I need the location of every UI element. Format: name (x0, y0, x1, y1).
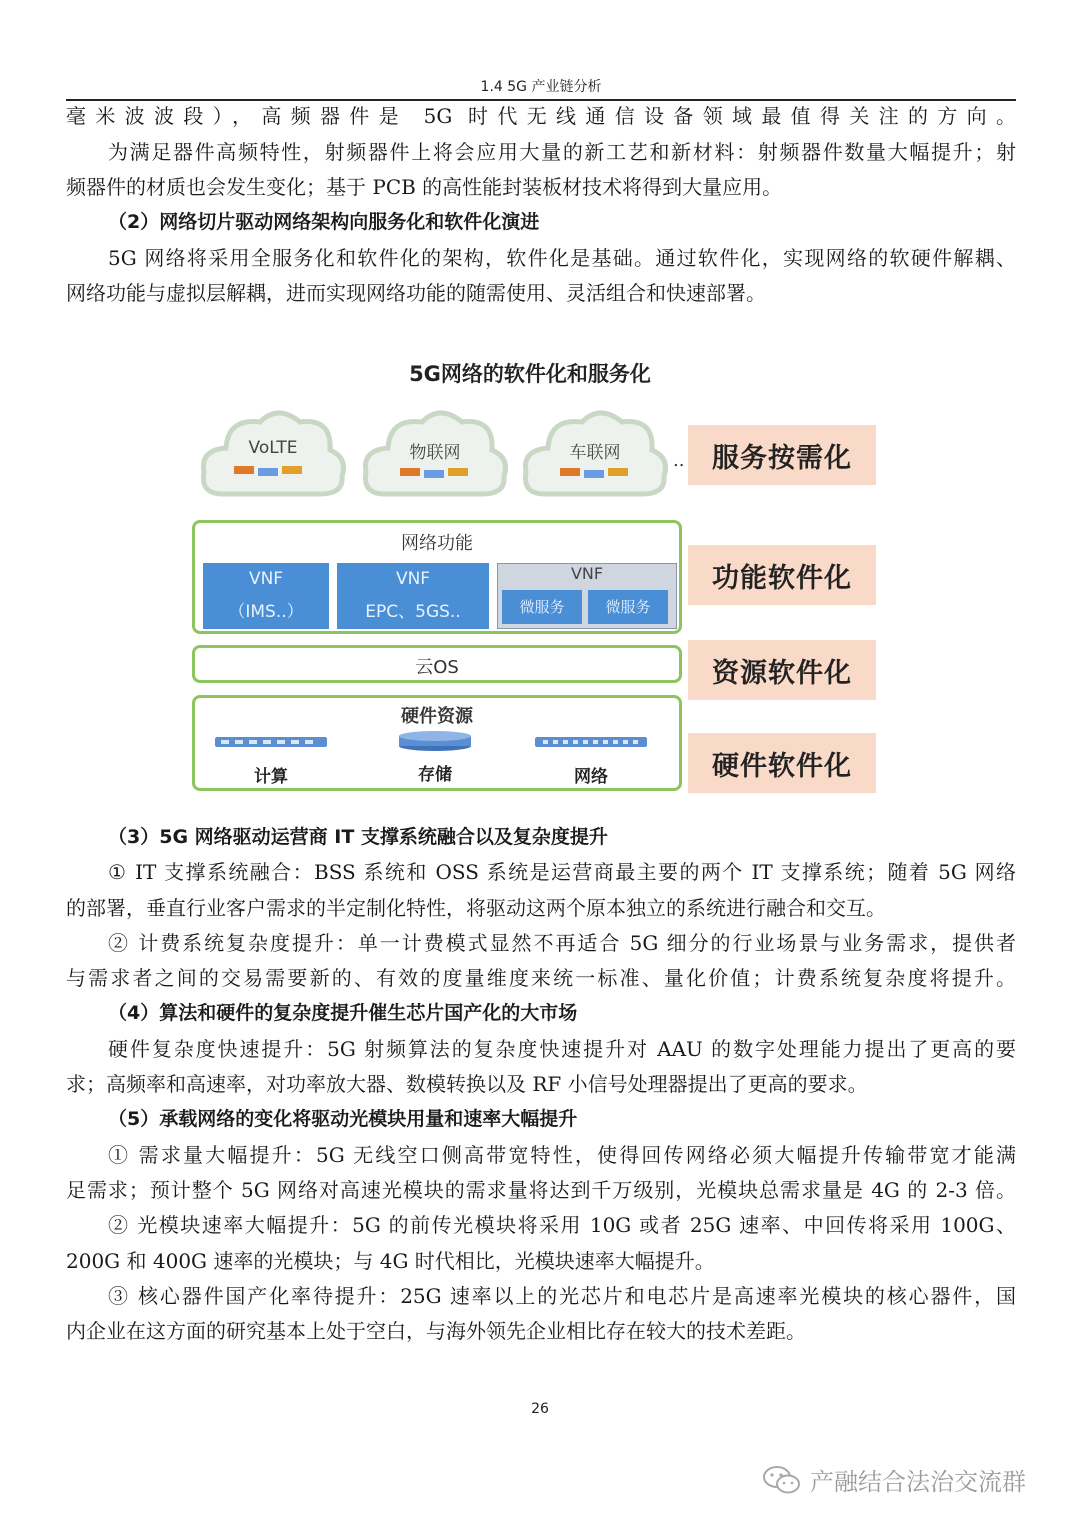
paragraph-line: 为满足器件高频特性，射频器件上将会应用大量的新工艺和新材料：射频器件数量大幅提升；射 (108, 140, 1016, 164)
hardware-compute (211, 734, 331, 787)
header-rule (66, 99, 1016, 101)
paragraph-line: 毫米波波段），高频器件是 5G 时代无线通信设备领域最值得关注的方向。 (66, 104, 1016, 128)
section-heading-5: （5）承载网络的变化将驱动光模块用量和速率大幅提升 (108, 1108, 578, 1130)
vnf-name: VNF (248, 569, 284, 589)
hardware-storage (375, 730, 495, 785)
watermark (762, 1462, 1026, 1497)
hardware-network (531, 734, 651, 787)
layer-label-hardware: 硬件软件化 (688, 733, 876, 793)
cloud-volte (198, 402, 348, 502)
cloud-iov (520, 402, 670, 502)
paragraph-line: 网络功能与虚拟层解耦，进而实现网络功能的随需使用、灵活组合和快速部署。 (66, 281, 766, 305)
vnf-epc (337, 563, 489, 629)
section-heading-4: （4）算法和硬件的复杂度提升催生芯片国产化的大市场 (108, 1002, 578, 1024)
hardware-label: 计算 (254, 767, 288, 787)
page-number: 26 (531, 1401, 549, 1417)
paragraph-line: 内企业在这方面的研究基本上处于空白，与海外领先企业相比存在较大的技术差距。 (66, 1319, 806, 1343)
paragraph-line: 频器件的材质也会发生变化；基于 PCB 的高性能封装板材技术将得到大量应用。 (66, 175, 783, 199)
section-heading-3: （3）5G 网络驱动运营商 IT 支撑系统融合以及复杂度提升 (108, 826, 608, 848)
vnf-sub: （IMS..） (228, 602, 304, 622)
vnf-name: VNF (570, 564, 604, 583)
paragraph-line: 求；高频率和高速率，对功率放大器、数模转换以及 RF 小信号处理器提出了更高的要求。 (66, 1072, 868, 1096)
paragraph-line: ③ 核心器件国产化率待提升：25G 速率以上的光芯片和电芯片是高速率光模块的核心器件，国 (108, 1284, 1016, 1308)
paragraph-line: 5G 网络将采用全服务化和软件化的架构，软件化是基础。通过软件化，实现网络的软硬件解耦、 (108, 246, 1016, 270)
storage-icon (375, 730, 495, 752)
paragraph-line: ② 计费系统复杂度提升：单一计费模式显然不再适合 5G 细分的行业场景与业务需求，提供者 (108, 931, 1016, 955)
switch-icon (531, 734, 651, 750)
cloud-label: 物联网 (409, 443, 461, 463)
cloud-os-box (192, 645, 682, 683)
paragraph-line: 的部署，垂直行业客户需求的半定制化特性，将驱动这两个原本独立的系统进行融合和交互。 (66, 896, 886, 920)
hardware-label: 存储 (418, 765, 452, 785)
architecture-diagram (180, 350, 900, 800)
paragraph-line: 足需求；预计整个 5G 网络对高速光模块的需求量将达到千万级别，光模块总需求量是 4G 的 2-3 倍。 (66, 1178, 1016, 1202)
paragraph-line: 硬件复杂度快速提升：5G 射频算法的复杂度快速提升对 AAU 的数字处理能力提出了更高的要 (108, 1037, 1016, 1061)
cloud-iot (360, 402, 510, 502)
network-function-title: 网络功能 (401, 533, 473, 554)
cloud-os-label: 云OS (415, 657, 459, 678)
cloud-label: VoLTE (248, 438, 298, 458)
hardware-box (192, 695, 682, 791)
paragraph-line: ① 需求量大幅提升：5G 无线空口侧高带宽特性，使得回传网络必须大幅提升传输带宽才能满 (108, 1143, 1016, 1167)
layer-label-resource: 资源软件化 (688, 640, 876, 700)
paragraph-line: ② 光模块速率大幅提升：5G 的前传光模块将采用 10G 或者 25G 速率、中回传将采用 100G、 (108, 1213, 1016, 1237)
diagram-title: 5G网络的软件化和服务化 (409, 362, 651, 386)
microservice: 微服务 (588, 590, 668, 624)
layer-label-service: 服务按需化 (688, 425, 876, 485)
vnf-name: VNF (395, 569, 431, 589)
paragraph-line: 与需求者之间的交易需要新的、有效的度量维度来统一标准、量化价值；计费系统复杂度将提升。 (66, 966, 1016, 990)
network-function-box (192, 520, 682, 634)
paragraph-line: ① IT 支撑系统融合：BSS 系统和 OSS 系统是运营商最主要的两个 IT 支撑系统；随着 5G 网络 (108, 860, 1016, 884)
ellipsis: .. (673, 450, 685, 471)
hardware-title: 硬件资源 (401, 706, 473, 727)
cloud-label: 车联网 (569, 443, 621, 463)
paragraph-line: 200G 和 400G 速率的光模块；与 4G 时代相比，光模块速率大幅提升。 (66, 1249, 715, 1273)
microservice: 微服务 (502, 590, 582, 624)
vnf-microservices (497, 563, 677, 629)
layer-label-function: 功能软件化 (688, 545, 876, 605)
running-header: 1.4 5G 产业链分析 (480, 79, 602, 95)
vnf-sub: EPC、5GS.. (365, 602, 461, 622)
vnf-ims (203, 563, 329, 629)
hardware-label: 网络 (574, 767, 608, 787)
section-heading-2: （2）网络切片驱动网络架构向服务化和软件化演进 (108, 211, 540, 233)
wechat-icon (762, 1464, 802, 1496)
watermark-text: 产融结合法治交流群 (810, 1468, 1026, 1496)
server-icon (211, 734, 331, 750)
